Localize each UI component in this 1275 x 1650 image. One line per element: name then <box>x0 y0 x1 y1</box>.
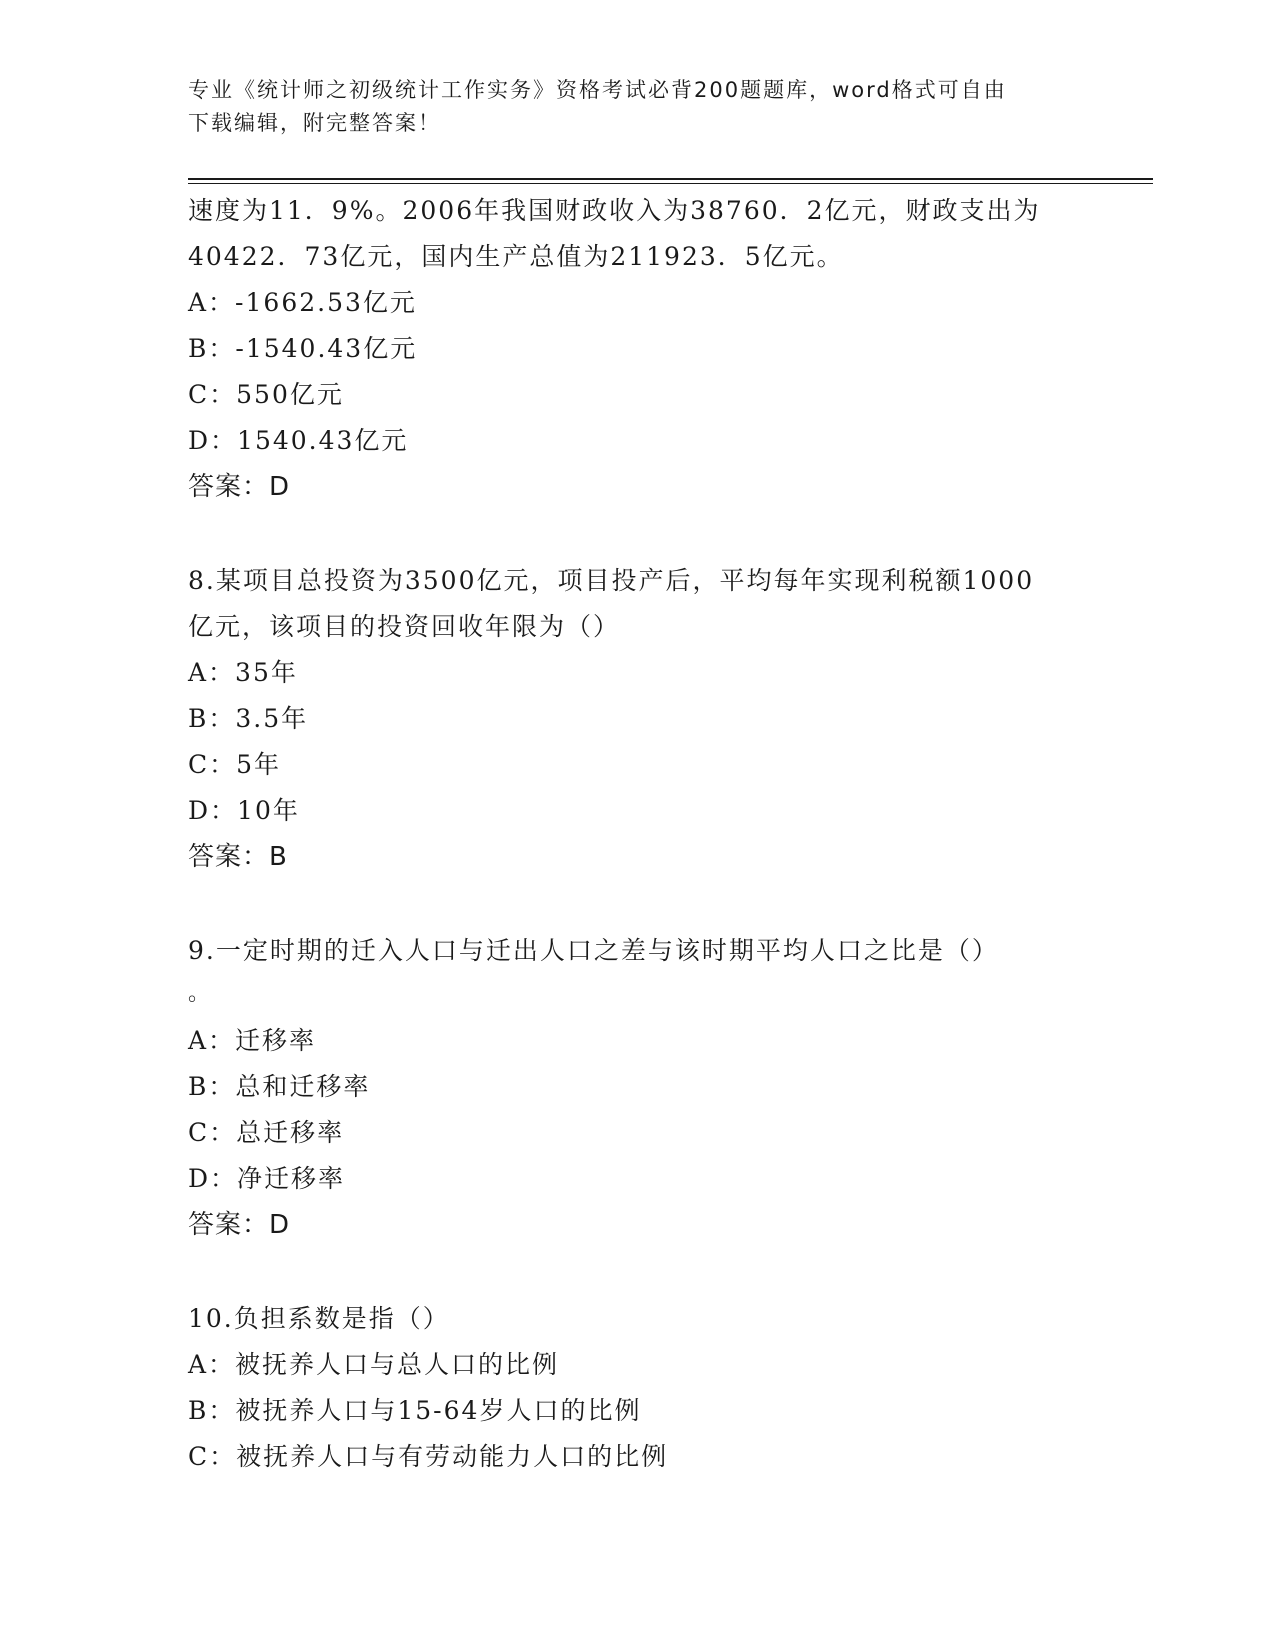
header-title-line-1: 专业《统计师之初级统计工作实务》资格考试必背200题题库，word格式可自由 <box>188 78 1007 102</box>
option-c: C：被抚养人口与有劳动能力人口的比例 <box>188 1442 669 1471</box>
option-b: B：被抚养人口与15-64岁人口的比例 <box>188 1396 642 1425</box>
header-rule-thin <box>188 183 1153 184</box>
option-d: D：10年 <box>188 796 300 825</box>
spacer <box>188 880 1098 928</box>
question-text: 8.某项目总投资为3500亿元，项目投产后，平均每年实现利税额1000 <box>188 566 1035 595</box>
option-b: B：总和迁移率 <box>188 1072 371 1101</box>
spacer <box>188 1248 1098 1296</box>
question-text: 40422．73亿元，国内生产总值为211923．5亿元。 <box>188 242 844 271</box>
option-c: C：5年 <box>188 750 282 779</box>
document-header <box>188 74 1068 140</box>
header-rule-thick <box>188 178 1153 180</box>
option-a: A：-1662.53亿元 <box>188 288 417 317</box>
answer: 答案：D <box>188 1210 291 1240</box>
spacer <box>188 510 1098 558</box>
question-9 <box>188 928 1098 1248</box>
question-list <box>188 188 1098 1480</box>
option-a: A：被抚养人口与总人口的比例 <box>188 1350 560 1379</box>
question-text: 亿元，该项目的投资回收年限为（） <box>188 612 621 641</box>
option-c: C：总迁移率 <box>188 1118 345 1147</box>
question-text: 速度为11．9%。2006年我国财政收入为38760．2亿元，财政支出为 <box>188 196 1041 225</box>
option-d: D：1540.43亿元 <box>188 426 409 455</box>
option-d: D：净迁移率 <box>188 1164 346 1193</box>
answer: 答案：D <box>188 472 291 502</box>
option-c: C：550亿元 <box>188 380 344 409</box>
question-8 <box>188 558 1098 880</box>
option-b: B：-1540.43亿元 <box>188 334 418 363</box>
option-b: B：3.5年 <box>188 704 309 733</box>
option-a: A：迁移率 <box>188 1026 317 1055</box>
answer: 答案：B <box>188 842 288 872</box>
question-10 <box>188 1296 1098 1480</box>
question-7 <box>188 188 1098 510</box>
question-text: 10.负担系数是指（） <box>188 1304 450 1333</box>
question-text: 9.一定时期的迁入人口与迁出人口之差与该时期平均人口之比是（） <box>188 936 999 965</box>
header-title-line-2: 下载编辑，附完整答案！ <box>188 111 441 135</box>
option-a: A：35年 <box>188 658 298 687</box>
question-text: 。 <box>188 981 213 1006</box>
